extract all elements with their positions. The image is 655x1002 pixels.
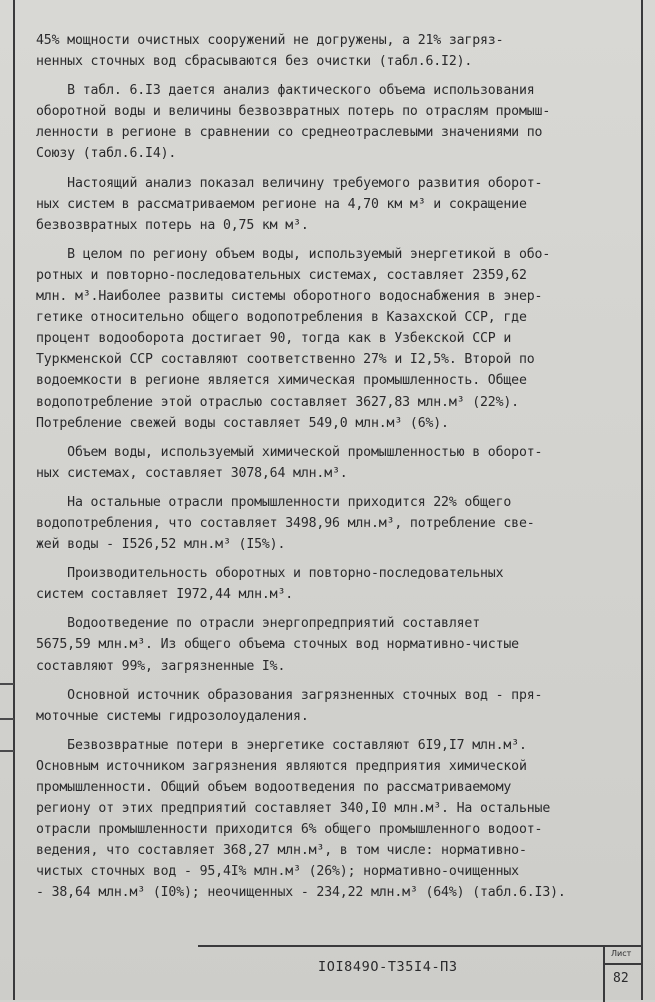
text-line: ведения, что составляет 368,27 млн.м³, в том числе: нормативно- bbox=[36, 843, 527, 859]
text-line: процент водооборота достигает 90, тогда как в Узбекской ССР и bbox=[36, 331, 512, 347]
paragraph bbox=[36, 613, 636, 676]
text-line: гетике относительно общего водопотребления в Казахской ССР, где bbox=[36, 310, 527, 326]
text-line: региону от этих предприятий составляет 340,I0 млн.м³. На остальные bbox=[36, 801, 551, 817]
text-line: ненных сточных вод сбрасываются без очистки (табл.6.I2). bbox=[36, 54, 473, 70]
text-line: промышленности. Общий объем водоотведения по рассматриваемому bbox=[36, 780, 512, 795]
text-line: Объем воды, используемый химической промышленностью в оборот- bbox=[36, 444, 543, 460]
frame-right-border bbox=[641, 0, 643, 1000]
margin-tick bbox=[0, 718, 14, 720]
text-line: Потребление свежей воды составляет 549,0 млн.м³ (6%). bbox=[36, 415, 449, 431]
text-line: ных системах, составляет 3078,64 млн.м³. bbox=[36, 465, 348, 481]
text-line: 5675,59 млн.м³. Из общего объема сточных вод нормативно-чистые bbox=[36, 637, 519, 653]
frame-left-border bbox=[13, 0, 15, 1000]
text-line: Водоотведение по отрасли энергопредприятий составляет bbox=[36, 616, 481, 632]
text-line: безвозвратных потерь на 0,75 км м³. bbox=[36, 217, 309, 233]
text-line: ленности в регионе в сравнении со среднеотраслевыми значениями по bbox=[36, 125, 543, 141]
text-line: Настоящий анализ показал величину требуемого развития оборот- bbox=[36, 175, 543, 191]
paragraph bbox=[36, 80, 636, 164]
text-line: водопотребления, что составляет 3498,96 млн.м³, потребление све- bbox=[36, 515, 535, 531]
paragraph bbox=[36, 244, 636, 434]
text-line: ротных и повторно-последовательных системах, составляет 2359,62 bbox=[36, 267, 527, 283]
text-line: жей воды - I526,52 млн.м³ (I5%). bbox=[36, 537, 286, 553]
title-block bbox=[198, 945, 641, 1002]
document-code: IOI849O-T35I4-ПЗ bbox=[318, 959, 458, 975]
paragraph bbox=[36, 735, 636, 904]
text-line: В табл. 6.I3 дается анализ фактического объема использования bbox=[36, 83, 535, 99]
text-line: моточные системы гидрозолоудаления. bbox=[36, 708, 309, 724]
text-line: ных систем в рассматриваемом регионе на 4,70 км м³ и сокращение bbox=[36, 196, 527, 212]
paragraph bbox=[36, 563, 636, 605]
text-line: чистых сточных вод - 95,4I% млн.м³ (26%); нормативно-очищенных bbox=[36, 864, 519, 880]
text-line: - 38,64 млн.м³ (I0%); неочищенных - 234,22 млн.м³ (64%) (табл.6.I3). bbox=[36, 885, 566, 901]
text-line: Основной источник образования загрязненных сточных вод - пря- bbox=[36, 687, 543, 703]
text-line: В целом по региону объем воды, используемый энергетикой в обо- bbox=[36, 246, 551, 262]
margin-tick bbox=[0, 683, 14, 685]
text-line: водопотребление этой отраслью составляет 3627,83 млн.м³ (22%). bbox=[36, 394, 519, 410]
text-line: отрасли промышленности приходится 6% общего промышленного водоот- bbox=[36, 822, 543, 838]
sheet-cell bbox=[605, 947, 641, 1002]
paragraph bbox=[36, 442, 636, 484]
text-line: систем составляет I972,44 млн.м³. bbox=[36, 587, 294, 603]
text-line: На остальные отрасли промышленности приходится 22% общего bbox=[36, 494, 512, 510]
text-line: Производительность оборотных и повторно-последовательных bbox=[36, 566, 504, 582]
text-line: Основным источником загрязнения являются предприятия химической bbox=[36, 758, 527, 774]
sheet-cell-divider bbox=[605, 963, 641, 965]
text-line: Туркменской ССР составляют соответственно 27% и I2,5%. Второй по bbox=[36, 352, 535, 368]
sheet-number: 82 bbox=[613, 971, 629, 986]
paragraph bbox=[36, 492, 636, 555]
text-line: составляют 99%, загрязненные I%. bbox=[36, 658, 286, 674]
text-line: млн. м³.Наиболее развиты системы оборотного водоснабжения в энер- bbox=[36, 289, 543, 305]
text-line: оборотной воды и величины безвозвратных потерь по отраслям промыш- bbox=[36, 104, 551, 120]
paragraph bbox=[36, 685, 636, 727]
text-line: водоемкости в регионе является химическая промышленность. Общее bbox=[36, 373, 527, 389]
paragraph bbox=[36, 173, 636, 236]
paragraph bbox=[36, 30, 636, 72]
body-text bbox=[36, 30, 636, 904]
sheet-label: Лист bbox=[611, 949, 632, 958]
margin-tick bbox=[0, 750, 14, 752]
text-line: Безвозвратные потери в энергетике составляют 6I9,I7 млн.м³. bbox=[36, 737, 527, 753]
text-line: 45% мощности очистных сооружений не догружены, а 21% загряз- bbox=[36, 33, 504, 48]
text-line: Союзу (табл.6.I4). bbox=[36, 146, 177, 162]
